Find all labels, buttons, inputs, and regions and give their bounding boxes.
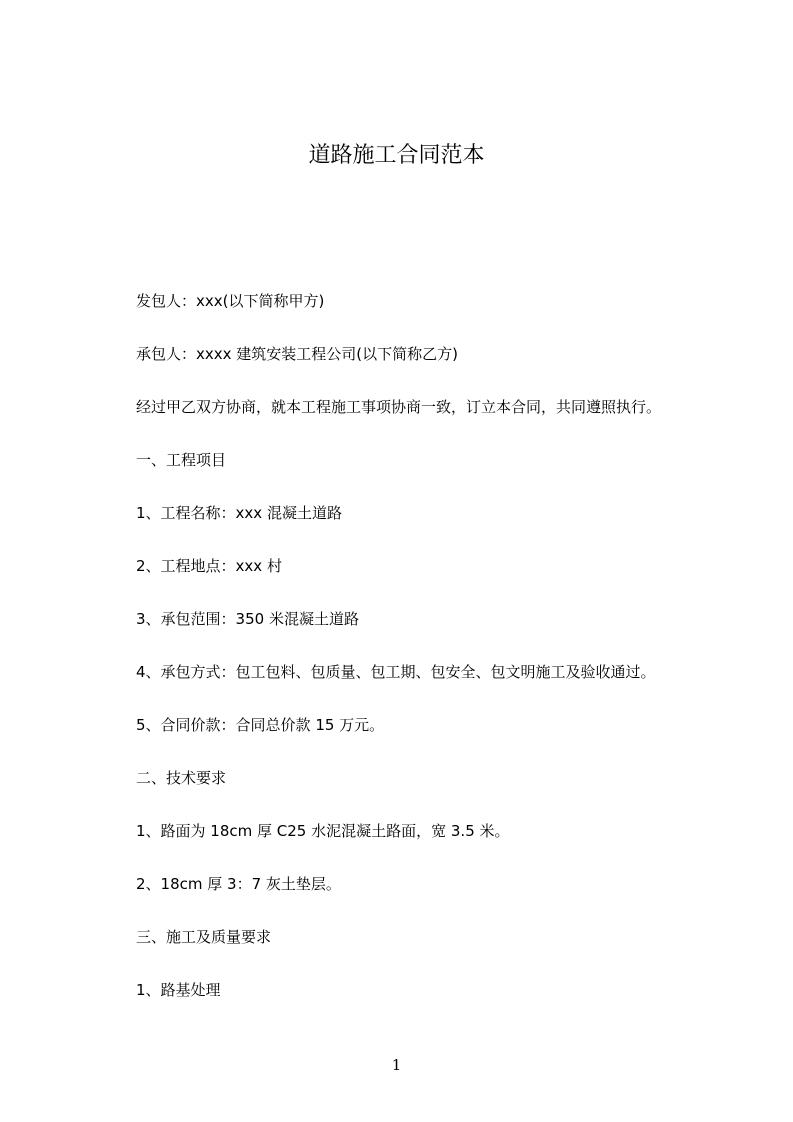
employer-line: 发包人：xxx(以下简称甲方) xyxy=(136,292,325,310)
contract-method-item: 4、承包方式：包工包料、包质量、包工期、包安全、包文明施工及验收通过。 xyxy=(136,663,656,681)
cushion-layer-item: 2、18cm 厚 3：7 灰土垫层。 xyxy=(136,875,341,893)
road-surface-item: 1、路面为 18cm 厚 C25 水泥混凝土路面，宽 3.5 米。 xyxy=(136,822,510,840)
section-heading-technical: 二、技术要求 xyxy=(136,769,227,787)
project-location-item: 2、工程地点：xxx 村 xyxy=(136,557,282,575)
contractor-line: 承包人：xxxx 建筑安装工程公司(以下简称乙方) xyxy=(136,345,458,363)
agreement-intro: 经过甲乙双方协商，就本工程施工事项协商一致，订立本合同，共同遵照执行。 xyxy=(136,398,662,416)
section-heading-quality: 三、施工及质量要求 xyxy=(136,928,272,946)
contract-scope-item: 3、承包范围：350 米混凝土道路 xyxy=(136,610,359,628)
page-number: 1 xyxy=(391,1056,402,1074)
project-name-item: 1、工程名称：xxx 混凝土道路 xyxy=(136,504,342,522)
roadbed-treatment-item: 1、路基处理 xyxy=(136,981,221,999)
section-heading-project: 一、工程项目 xyxy=(136,451,227,469)
document-title: 道路施工合同范本 xyxy=(308,143,485,168)
contract-price-item: 5、合同价款：合同总价款 15 万元。 xyxy=(136,716,385,734)
